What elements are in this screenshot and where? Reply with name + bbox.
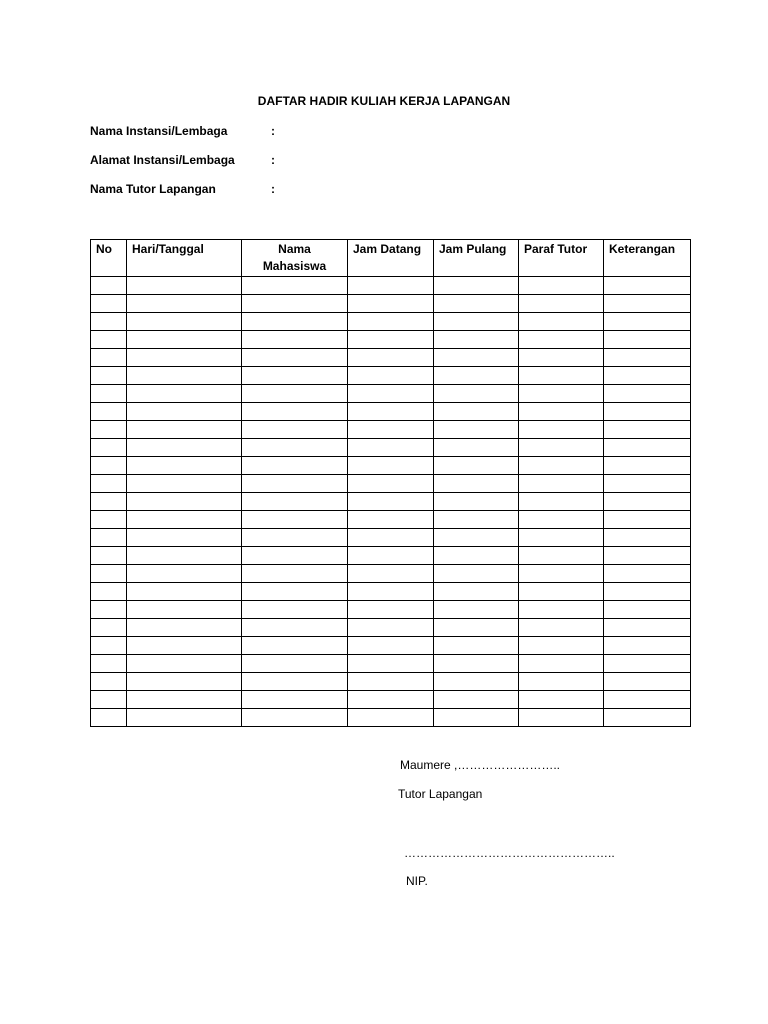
- cell-nama-mahasiswa: [242, 655, 348, 673]
- cell-jam-pulang: [434, 295, 519, 313]
- table-row: [91, 403, 691, 421]
- cell-keterangan: [604, 691, 691, 709]
- cell-no: [91, 583, 127, 601]
- cell-jam-datang: [348, 691, 434, 709]
- cell-keterangan: [604, 709, 691, 727]
- cell-jam-pulang: [434, 493, 519, 511]
- cell-hari-tanggal: [127, 313, 242, 331]
- field-alamat-instansi: [90, 153, 275, 167]
- cell-jam-datang: [348, 583, 434, 601]
- cell-jam-pulang: [434, 403, 519, 421]
- cell-nama-mahasiswa: [242, 547, 348, 565]
- table-header-row: [91, 240, 691, 277]
- cell-jam-pulang: [434, 511, 519, 529]
- cell-jam-pulang: [434, 385, 519, 403]
- cell-hari-tanggal: [127, 403, 242, 421]
- cell-jam-datang: [348, 331, 434, 349]
- cell-paraf-tutor: [519, 277, 604, 295]
- cell-hari-tanggal: [127, 511, 242, 529]
- cell-paraf-tutor: [519, 295, 604, 313]
- table-row: [91, 421, 691, 439]
- cell-jam-pulang: [434, 673, 519, 691]
- cell-no: [91, 457, 127, 475]
- cell-keterangan: [604, 457, 691, 475]
- cell-keterangan: [604, 385, 691, 403]
- cell-jam-datang: [348, 277, 434, 295]
- cell-nama-mahasiswa: [242, 313, 348, 331]
- cell-jam-datang: [348, 655, 434, 673]
- cell-paraf-tutor: [519, 583, 604, 601]
- cell-jam-pulang: [434, 601, 519, 619]
- cell-paraf-tutor: [519, 403, 604, 421]
- table-row: [91, 691, 691, 709]
- cell-jam-datang: [348, 601, 434, 619]
- cell-hari-tanggal: [127, 349, 242, 367]
- cell-hari-tanggal: [127, 367, 242, 385]
- cell-no: [91, 655, 127, 673]
- cell-jam-datang: [348, 439, 434, 457]
- cell-no: [91, 403, 127, 421]
- cell-jam-pulang: [434, 313, 519, 331]
- header-jam-pulang: Jam Pulang: [434, 240, 519, 277]
- cell-jam-datang: [348, 529, 434, 547]
- cell-nama-mahasiswa: [242, 385, 348, 403]
- cell-jam-datang: [348, 565, 434, 583]
- cell-paraf-tutor: [519, 565, 604, 583]
- cell-jam-datang: [348, 475, 434, 493]
- cell-no: [91, 475, 127, 493]
- cell-jam-datang: [348, 295, 434, 313]
- cell-nama-mahasiswa: [242, 403, 348, 421]
- cell-hari-tanggal: [127, 655, 242, 673]
- cell-keterangan: [604, 547, 691, 565]
- table-row: [91, 637, 691, 655]
- field-nama-tutor: [90, 182, 275, 196]
- cell-keterangan: [604, 637, 691, 655]
- cell-paraf-tutor: [519, 619, 604, 637]
- cell-paraf-tutor: [519, 529, 604, 547]
- cell-no: [91, 529, 127, 547]
- field-label: Alamat Instansi/Lembaga: [90, 153, 235, 167]
- cell-paraf-tutor: [519, 313, 604, 331]
- cell-jam-datang: [348, 709, 434, 727]
- header-hari-tanggal: Hari/Tanggal: [127, 240, 242, 277]
- cell-keterangan: [604, 565, 691, 583]
- cell-nama-mahasiswa: [242, 673, 348, 691]
- cell-hari-tanggal: [127, 457, 242, 475]
- cell-jam-pulang: [434, 421, 519, 439]
- cell-no: [91, 367, 127, 385]
- cell-paraf-tutor: [519, 709, 604, 727]
- cell-no: [91, 313, 127, 331]
- cell-jam-pulang: [434, 349, 519, 367]
- header-jam-datang: Jam Datang: [348, 240, 434, 277]
- table-row: [91, 565, 691, 583]
- cell-no: [91, 511, 127, 529]
- cell-keterangan: [604, 601, 691, 619]
- cell-nama-mahasiswa: [242, 331, 348, 349]
- table-row: [91, 709, 691, 727]
- cell-paraf-tutor: [519, 457, 604, 475]
- cell-nama-mahasiswa: [242, 493, 348, 511]
- cell-jam-pulang: [434, 637, 519, 655]
- cell-hari-tanggal: [127, 583, 242, 601]
- cell-jam-pulang: [434, 529, 519, 547]
- cell-jam-pulang: [434, 583, 519, 601]
- cell-jam-datang: [348, 313, 434, 331]
- cell-jam-datang: [348, 619, 434, 637]
- cell-keterangan: [604, 619, 691, 637]
- cell-jam-datang: [348, 493, 434, 511]
- field-label: Nama Instansi/Lembaga: [90, 124, 228, 138]
- cell-paraf-tutor: [519, 637, 604, 655]
- cell-nama-mahasiswa: [242, 277, 348, 295]
- table-row: [91, 331, 691, 349]
- cell-nama-mahasiswa: [242, 619, 348, 637]
- cell-nama-mahasiswa: [242, 583, 348, 601]
- table-row: [91, 493, 691, 511]
- cell-jam-datang: [348, 511, 434, 529]
- header-no: No: [91, 240, 127, 277]
- cell-jam-pulang: [434, 655, 519, 673]
- cell-hari-tanggal: [127, 493, 242, 511]
- header-nama-mahasiswa: Nama Mahasiswa: [242, 240, 348, 277]
- cell-no: [91, 439, 127, 457]
- cell-no: [91, 277, 127, 295]
- cell-nama-mahasiswa: [242, 295, 348, 313]
- table-row: [91, 601, 691, 619]
- cell-hari-tanggal: [127, 709, 242, 727]
- signature-place-date: Maumere ,……………………..: [400, 758, 561, 772]
- cell-hari-tanggal: [127, 331, 242, 349]
- cell-hari-tanggal: [127, 619, 242, 637]
- cell-hari-tanggal: [127, 529, 242, 547]
- cell-paraf-tutor: [519, 601, 604, 619]
- header-paraf-tutor: Paraf Tutor: [519, 240, 604, 277]
- cell-nama-mahasiswa: [242, 691, 348, 709]
- cell-jam-pulang: [434, 457, 519, 475]
- field-colon: :: [271, 124, 275, 138]
- cell-keterangan: [604, 277, 691, 295]
- table-row: [91, 349, 691, 367]
- cell-paraf-tutor: [519, 547, 604, 565]
- signature-line: ……………………………………………..: [404, 846, 615, 860]
- cell-no: [91, 691, 127, 709]
- cell-jam-pulang: [434, 619, 519, 637]
- cell-no: [91, 385, 127, 403]
- cell-jam-pulang: [434, 475, 519, 493]
- cell-jam-datang: [348, 421, 434, 439]
- cell-nama-mahasiswa: [242, 349, 348, 367]
- table-row: [91, 583, 691, 601]
- signature-role: Tutor Lapangan: [398, 787, 483, 801]
- cell-no: [91, 709, 127, 727]
- attendance-table: [90, 239, 691, 727]
- cell-hari-tanggal: [127, 385, 242, 403]
- cell-keterangan: [604, 439, 691, 457]
- cell-jam-datang: [348, 367, 434, 385]
- cell-hari-tanggal: [127, 547, 242, 565]
- cell-jam-datang: [348, 349, 434, 367]
- cell-no: [91, 349, 127, 367]
- table-row: [91, 367, 691, 385]
- table-row: [91, 511, 691, 529]
- cell-keterangan: [604, 313, 691, 331]
- table-row: [91, 673, 691, 691]
- cell-jam-pulang: [434, 547, 519, 565]
- cell-hari-tanggal: [127, 439, 242, 457]
- cell-no: [91, 601, 127, 619]
- cell-paraf-tutor: [519, 475, 604, 493]
- cell-keterangan: [604, 367, 691, 385]
- cell-jam-datang: [348, 673, 434, 691]
- cell-jam-datang: [348, 637, 434, 655]
- cell-jam-datang: [348, 385, 434, 403]
- cell-hari-tanggal: [127, 277, 242, 295]
- cell-jam-pulang: [434, 709, 519, 727]
- table-row: [91, 313, 691, 331]
- cell-paraf-tutor: [519, 385, 604, 403]
- cell-nama-mahasiswa: [242, 475, 348, 493]
- cell-no: [91, 547, 127, 565]
- cell-paraf-tutor: [519, 691, 604, 709]
- cell-hari-tanggal: [127, 601, 242, 619]
- cell-paraf-tutor: [519, 367, 604, 385]
- field-label: Nama Tutor Lapangan: [90, 182, 216, 196]
- cell-no: [91, 421, 127, 439]
- cell-hari-tanggal: [127, 673, 242, 691]
- cell-nama-mahasiswa: [242, 565, 348, 583]
- cell-no: [91, 619, 127, 637]
- table-row: [91, 457, 691, 475]
- cell-keterangan: [604, 655, 691, 673]
- table-row: [91, 475, 691, 493]
- cell-keterangan: [604, 493, 691, 511]
- cell-jam-pulang: [434, 367, 519, 385]
- cell-paraf-tutor: [519, 439, 604, 457]
- cell-jam-pulang: [434, 277, 519, 295]
- cell-paraf-tutor: [519, 349, 604, 367]
- cell-nama-mahasiswa: [242, 421, 348, 439]
- field-colon: :: [271, 182, 275, 196]
- cell-hari-tanggal: [127, 637, 242, 655]
- cell-jam-pulang: [434, 439, 519, 457]
- cell-nama-mahasiswa: [242, 457, 348, 475]
- cell-keterangan: [604, 475, 691, 493]
- cell-nama-mahasiswa: [242, 529, 348, 547]
- cell-paraf-tutor: [519, 421, 604, 439]
- cell-keterangan: [604, 349, 691, 367]
- table-row: [91, 385, 691, 403]
- cell-no: [91, 637, 127, 655]
- cell-keterangan: [604, 421, 691, 439]
- cell-nama-mahasiswa: [242, 367, 348, 385]
- cell-keterangan: [604, 403, 691, 421]
- table-row: [91, 439, 691, 457]
- cell-paraf-tutor: [519, 493, 604, 511]
- cell-keterangan: [604, 295, 691, 313]
- field-colon: :: [271, 153, 275, 167]
- cell-nama-mahasiswa: [242, 601, 348, 619]
- signature-nip: NIP.: [406, 874, 428, 888]
- document-title: DAFTAR HADIR KULIAH KERJA LAPANGAN: [257, 94, 511, 108]
- cell-keterangan: [604, 673, 691, 691]
- cell-paraf-tutor: [519, 331, 604, 349]
- cell-hari-tanggal: [127, 421, 242, 439]
- cell-jam-datang: [348, 547, 434, 565]
- cell-jam-pulang: [434, 691, 519, 709]
- cell-keterangan: [604, 529, 691, 547]
- cell-no: [91, 331, 127, 349]
- cell-hari-tanggal: [127, 565, 242, 583]
- cell-no: [91, 493, 127, 511]
- cell-paraf-tutor: [519, 511, 604, 529]
- table-row: [91, 619, 691, 637]
- table-row: [91, 295, 691, 313]
- cell-jam-pulang: [434, 331, 519, 349]
- cell-paraf-tutor: [519, 673, 604, 691]
- cell-no: [91, 295, 127, 313]
- cell-jam-datang: [348, 403, 434, 421]
- table-row: [91, 547, 691, 565]
- table-row: [91, 529, 691, 547]
- cell-keterangan: [604, 583, 691, 601]
- table-body: [91, 277, 691, 727]
- cell-keterangan: [604, 511, 691, 529]
- cell-nama-mahasiswa: [242, 511, 348, 529]
- cell-jam-pulang: [434, 565, 519, 583]
- cell-nama-mahasiswa: [242, 439, 348, 457]
- cell-no: [91, 565, 127, 583]
- table-row: [91, 277, 691, 295]
- cell-nama-mahasiswa: [242, 637, 348, 655]
- cell-paraf-tutor: [519, 655, 604, 673]
- cell-hari-tanggal: [127, 475, 242, 493]
- field-nama-instansi: [90, 124, 275, 138]
- cell-nama-mahasiswa: [242, 709, 348, 727]
- cell-hari-tanggal: [127, 691, 242, 709]
- cell-jam-datang: [348, 457, 434, 475]
- table-row: [91, 655, 691, 673]
- cell-keterangan: [604, 331, 691, 349]
- cell-hari-tanggal: [127, 295, 242, 313]
- cell-no: [91, 673, 127, 691]
- header-keterangan: Keterangan: [604, 240, 691, 277]
